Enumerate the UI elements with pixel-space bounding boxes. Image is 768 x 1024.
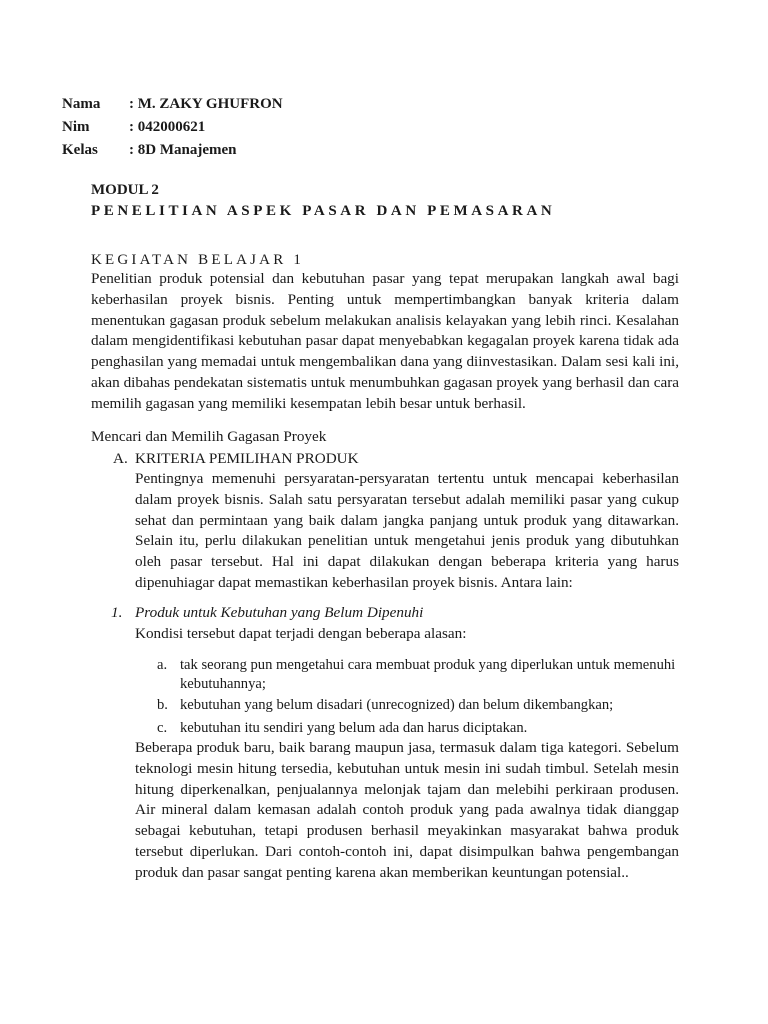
list-marker: a. (157, 657, 168, 673)
name-value: : M. ZAKY GHUFRON (129, 96, 283, 112)
class-label: Kelas (62, 142, 98, 158)
section-a-heading (113, 448, 359, 469)
section-a-marker: A. (113, 450, 128, 467)
activity-heading: KEGIATAN BELAJAR 1 (91, 252, 305, 268)
nim-row (62, 116, 283, 139)
section-a-title: KRITERIA PEMILIHAN PRODUK (135, 450, 359, 467)
item-1-title: Produk untuk Kebutuhan yang Belum Dipenuhi (135, 604, 424, 621)
conditions-intro: Kondisi tersebut dapat terjadi dengan beberapa alasan: (135, 625, 467, 642)
closing-paragraph: Beberapa produk baru, baik barang maupun jasa, termasuk dalam tiga kategori. Sebelum teknologi mesin hitung tersedia, kebutuhan untuk mesin ini sudah timbul. Setelah mesin hitung diperkenalkan, penjualannya melonjak tajam dan melebihi perkiraan produsen. Air mineral dalam kemasan adalah contoh produk yang pada awalnya tidak dianggap sebagai kebutuhan, tetapi produsen berhasil meyakinkan masyarakat bahwa produk tersebut diperlukan. Dari contoh-contoh ini, dapat disimpulkan bahwa pengembangan produk dan pasar sangat penting karena akan memberikan keuntungan potensial.. (135, 739, 679, 881)
item-1-heading (111, 602, 423, 623)
item-1-marker: 1. (111, 604, 123, 621)
section-subtitle: Mencari dan Memilih Gagasan Proyek (91, 428, 327, 445)
list-text: kebutuhan yang belum disadari (unrecognized) dan belum dikembangkan; (180, 697, 614, 713)
section-a-paragraph: Pentingnya memenuhi persyaratan-persyaratan tertentu untuk mencapai keberhasilan dalam proyek bisnis. Salah satu persyaratan tersebut adalah memiliki pasar yang cukup sehat dan permintaan yang baik dalam jangka panjang untuk produk yang ditawarkan. Selain itu, perlu dilakukan penelitian untuk mengetahui jenis produk yang dibutuhkan oleh pasar tersebut. Hal ini dapat dilakukan dengan beberapa kriteria yang harus dipenuhiagar dapat memastikan keberhasilan proyek bisnis. Antara lain: (135, 470, 679, 591)
list-marker: c. (157, 720, 168, 736)
nim-label: Nim (62, 119, 90, 135)
nim-value: : 042000621 (129, 119, 206, 135)
list-text: kebutuhan itu sendiri yang belum ada dan harus diciptakan. (180, 720, 528, 736)
module-heading (91, 180, 555, 222)
name-label: Nama (62, 96, 101, 112)
list-marker: b. (157, 697, 168, 713)
module-title: PENELITIAN ASPEK PASAR DAN PEMASARAN (91, 203, 556, 219)
list-item (157, 719, 679, 738)
list-text: tak seorang pun mengetahui cara membuat produk yang diperlukan untuk memenuhi kebutuhannya; (180, 657, 676, 692)
name-row (62, 93, 283, 116)
class-row (62, 139, 283, 162)
student-info (62, 93, 283, 162)
list-item (157, 696, 679, 715)
list-item (157, 656, 679, 694)
intro-paragraph: Penelitian produk potensial dan kebutuhan pasar yang tepat merupakan langkah awal bagi keberhasilan proyek bisnis. Penting untuk mempertimbangkan banyak kriteria dalam menentukan gagasan produk sebelum melakukan analisis kelayakan yang lebih rinci. Kesalahan dalam mengidentifikasi kebutuhan pasar dapat menyebabkan kegagalan proyek karena tidak ada penghasilan yang memadai untuk mengembalikan dana yang diinvestasikan. Dalam sesi kali ini, akan dibahas pendekatan sistematis untuk menumbuhkan gagasan proyek yang berhasil dan cara memilih gagasan yang memiliki kesempatan lebih besar untuk berhasil. (91, 270, 679, 412)
class-value: : 8D Manajemen (129, 142, 237, 158)
module-number: MODUL 2 (91, 182, 159, 198)
